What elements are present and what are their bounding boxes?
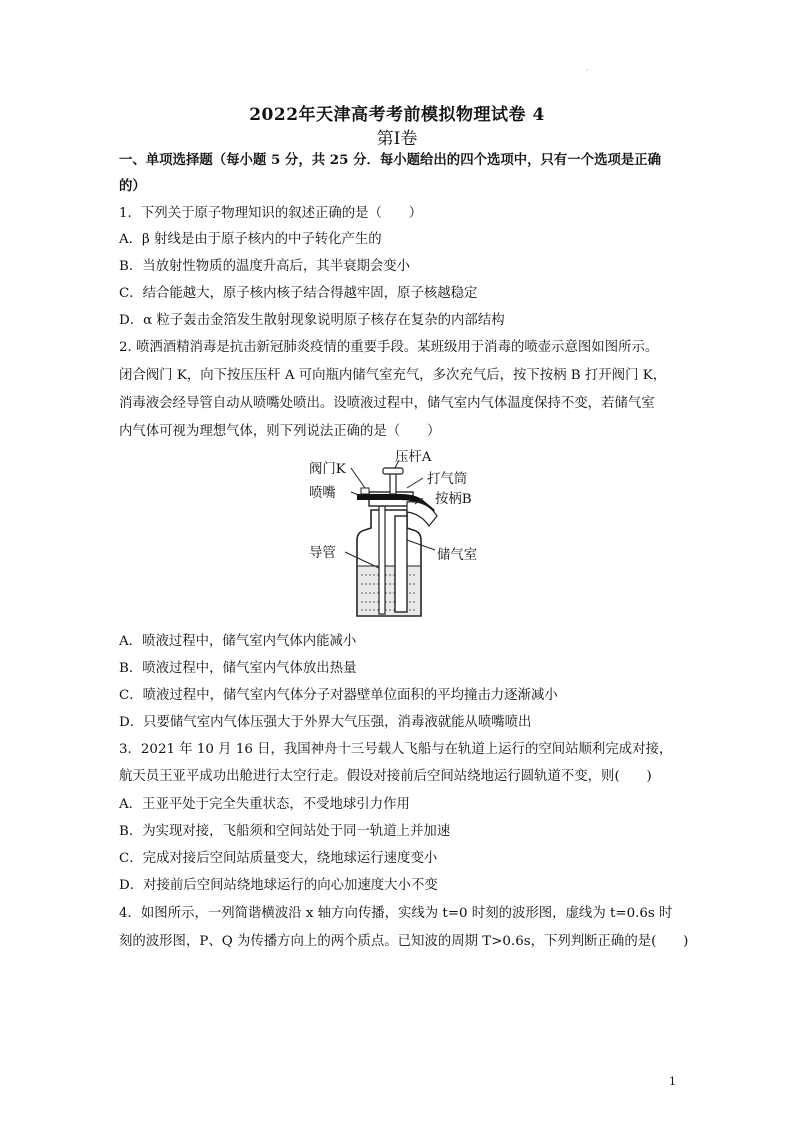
- page-subtitle: 第Ⅰ卷: [376, 129, 418, 149]
- valve-k: [361, 488, 369, 494]
- label-nozzle: 喷嘴: [309, 486, 336, 501]
- tube: [379, 506, 385, 614]
- question-1-option-b: B．当放射性物质的温度升高后，其半衰期会变小: [119, 259, 411, 274]
- sprayer-diagram: [295, 448, 495, 623]
- question-3-option-a: A．王亚平处于完全失重状态，不受地球引力作用: [119, 797, 410, 812]
- section-heading-line-2: 的）: [119, 178, 146, 194]
- question-2-option-b: B．喷液过程中，储气室内气体放出热量: [119, 661, 357, 676]
- question-4-stem-line-1: 4．如图所示，一列简谐横波沿 x 轴方向传播，实线为 t=0 时刻的波形图，虚线为 t=0.6s 时: [119, 906, 673, 921]
- liquid-fill: [358, 566, 420, 615]
- label-tube: 导管: [309, 546, 336, 561]
- handle-b: [407, 502, 437, 526]
- question-2-option-c: C．喷液过程中，储气室内气体分子对器壁单位面积的平均撞击力逐渐减小: [119, 688, 558, 703]
- question-1-option-d: D．α 粒子轰击金箔发生散射现象说明原子核存在复杂的内部结构: [119, 313, 505, 328]
- question-3-option-b: B．为实现对接，飞船须和空间站处于同一轨道上并加速: [119, 824, 451, 839]
- question-2-stem-line-4: 内气体可视为理想气体，则下列说法正确的是（ ）: [119, 424, 441, 439]
- question-3-stem-line-2: 航天员王亚平成功出舱进行太空行走。假设对接前后空间站绕地运行圆轨道不变，则( ): [119, 769, 652, 784]
- question-2-stem-line-1: 2. 喷洒酒精消毒是抗击新冠肺炎疫情的重要手段。某班级用于消毒的喷壶示意图如图所示。: [119, 340, 659, 355]
- section-heading-line-1: 一、单项选择题（每小题 5 分，共 25 分．每小题给出的四个选项中，只有一个选项是正确: [119, 152, 662, 168]
- question-1-option-a: A．β 射线是由于原子核内的中子转化产生的: [119, 232, 382, 247]
- label-handle-b: 按柄B: [435, 492, 472, 507]
- label-storage-chamber: 储气室: [437, 548, 478, 563]
- question-2-option-a: A．喷液过程中，储气室内气体内能减小: [119, 634, 357, 649]
- question-3-option-d: D．对接前后空间站绕地球运行的向心加速度大小不变: [119, 878, 438, 893]
- scan-mark: ·: [586, 66, 589, 75]
- label-pump: 打气筒: [427, 472, 468, 487]
- question-1-option-c: C．结合能越大，原子核内核子结合得越牢固，原子核越稳定: [119, 286, 478, 301]
- question-3-stem-line-1: 3．2021 年 10 月 16 日，我国神舟十三号载人飞船与在轨道上运行的空间站顺利完成对接，: [119, 742, 673, 757]
- question-1-stem: 1．下列关于原子物理知识的叙述正确的是（ ）: [119, 206, 423, 221]
- page-number: 1: [669, 1075, 676, 1088]
- question-2-stem-line-2: 闭合阀门 K，向下按压压杆 A 可向瓶内储气室充气，多次充气后，按下按柄 B 打开阀门 K，: [119, 368, 667, 383]
- label-rod-a: 压杆A: [395, 450, 432, 465]
- question-4-stem-line-2: 刻的波形图，P、Q 为传播方向上的两个质点。已知波的周期 T>0.6s，下列判断正确的是( ): [119, 934, 689, 949]
- question-3-option-c: C．完成对接后空间站质量变大，绕地球运行速度变小: [119, 851, 438, 866]
- page-title: 2022年天津高考考前模拟物理试卷 4: [249, 105, 545, 125]
- rod-a: [390, 472, 396, 494]
- storage-chamber: [395, 516, 407, 612]
- question-2-option-d: D．只要储气室内气体压强大于外界大气压强，消毒液就能从喷嘴喷出: [119, 715, 532, 730]
- question-2-stem-line-3: 消毒液会经导管自动从喷嘴处喷出。设喷液过程中，储气室内气体温度保持不变，若储气室: [119, 396, 655, 411]
- label-valve-k: 阀门K: [309, 462, 346, 477]
- rod-a-knob: [383, 468, 403, 474]
